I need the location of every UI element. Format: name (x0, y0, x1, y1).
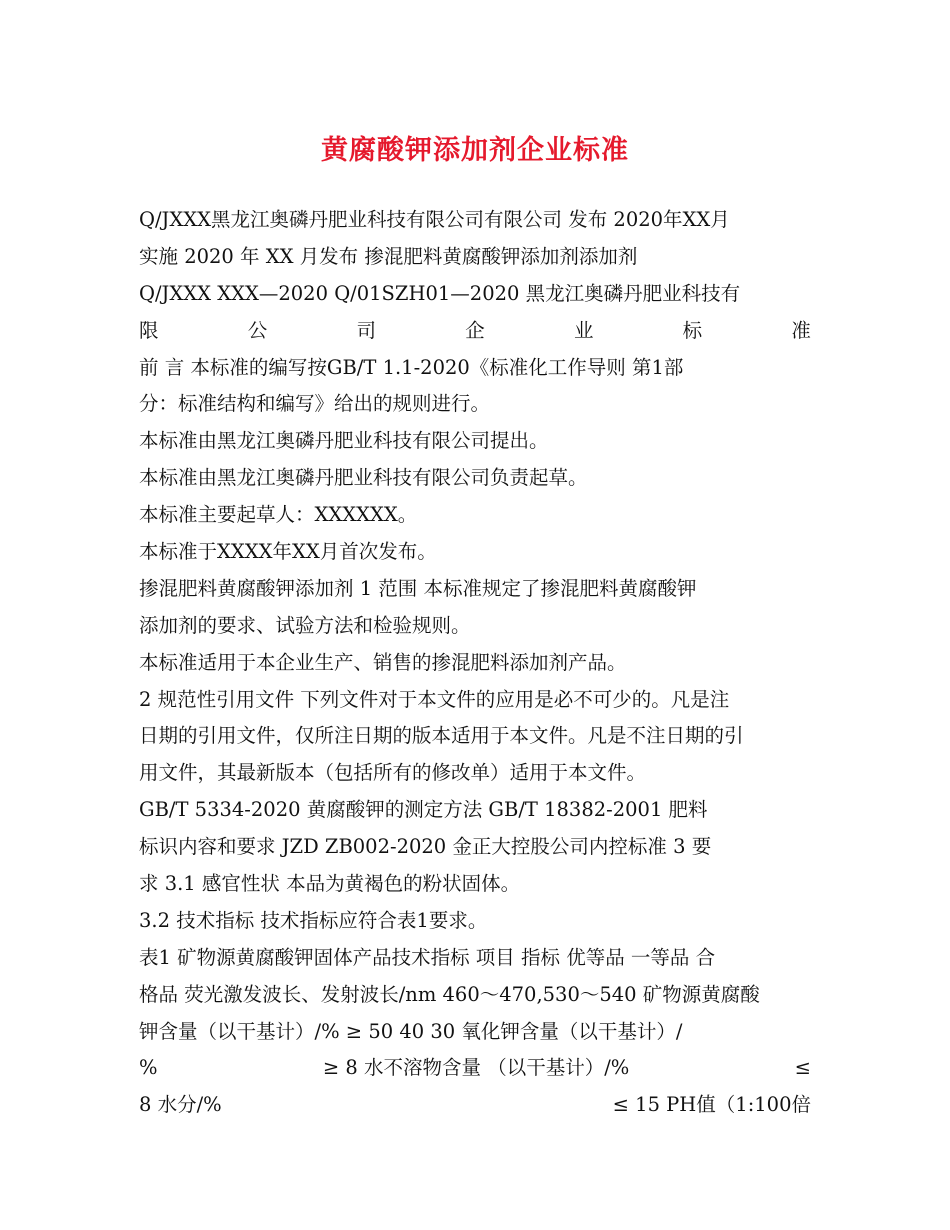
document-title: 黄腐酸钾添加剂企业标准 (321, 135, 629, 166)
spread-char: 公 (247, 318, 268, 342)
spread-char: 限 (139, 318, 159, 342)
text-line: 2 规范性引用文件 下列文件对于本文件的应用是必不可少的。凡是注 (139, 687, 730, 711)
table-cell-text: ≤ (794, 1056, 811, 1080)
text-line: 本标准主要起草人：XXXXXX。 (139, 503, 418, 527)
table-cell-text: ≤ 15 PH值（1:100倍 (612, 1093, 811, 1117)
table-cell-text: 8 水分/% (139, 1093, 222, 1117)
text-line: 用文件，其最新版本（包括所有的修改单）适用于本文件。 (139, 761, 647, 785)
text-line: 求 3.1 感官性状 本品为黄褐色的粉状固体。 (139, 872, 521, 896)
text-line: 掺混肥料黄腐酸钾添加剂 1 范围 本标准规定了掺混肥料黄腐酸钾 (139, 576, 697, 600)
spread-char: 业 (573, 318, 594, 342)
text-line: 格品 荧光激发波长、发射波长/nm 460～470,530～540 矿物源黄腐酸 (139, 982, 760, 1006)
spread-char: 企 (465, 318, 485, 342)
text-line: 实施 2020 年 XX 月发布 掺混肥料黄腐酸钾添加剂添加剂 (139, 244, 638, 268)
spread-char: 司 (356, 318, 376, 342)
text-line: 本标准由黑龙江奥磷丹肥业科技有限公司提出。 (139, 429, 549, 453)
text-line: 前 言 本标准的编写按GB/T 1.1-2020《标准化工作导则 第1部 (139, 355, 684, 379)
spread-text-line (139, 313, 811, 350)
text-line: 本标准由黑龙江奥磷丹肥业科技有限公司负责起草。 (139, 466, 588, 490)
text-line: Q/JXXX XXX—2020 Q/01SZH01—2020 黑龙江奥磷丹肥业科技有 (139, 281, 741, 305)
text-line: 标识内容和要求 JZD ZB002-2020 金正大控股公司内控标准 3 要 (139, 835, 712, 859)
text-line: 钾含量（以干基计）/% ≥ 50 40 30 氧化钾含量（以干基计）/ (139, 1019, 683, 1043)
text-line: 表1 矿物源黄腐酸钾固体产品技术指标 项目 指标 优等品 一等品 合 (139, 945, 716, 969)
text-line: 分：标准结构和编写》给出的规则进行。 (139, 392, 491, 416)
table-cell-text: % (139, 1056, 158, 1080)
text-line: 日期的引用文件，仅所注日期的版本适用于本文件。凡是不注日期的引 (139, 724, 744, 748)
table-cell-text: ≥ 8 水不溶物含量 （以干基计）/% (322, 1056, 630, 1080)
spread-char: 标 (682, 318, 703, 342)
text-line: 3.2 技术指标 技术指标应符合表1要求。 (139, 908, 488, 932)
table-text-line (139, 1087, 811, 1124)
spread-char: 准 (791, 318, 811, 342)
text-line: 本标准于XXXX年XX月首次发布。 (139, 540, 437, 564)
text-line: 本标准适用于本企业生产、销售的掺混肥料添加剂产品。 (139, 650, 627, 674)
document-body (139, 202, 811, 1124)
table-text-line (139, 1050, 811, 1087)
text-line: 添加剂的要求、试验方法和检验规则。 (139, 613, 471, 637)
text-line: GB/T 5334-2020 黄腐酸钾的测定方法 GB/T 18382-2001 肥料 (139, 798, 708, 822)
text-line: Q/JXXX黑龙江奥磷丹肥业科技有限公司有限公司 发布 2020年XX月 (139, 208, 730, 231)
